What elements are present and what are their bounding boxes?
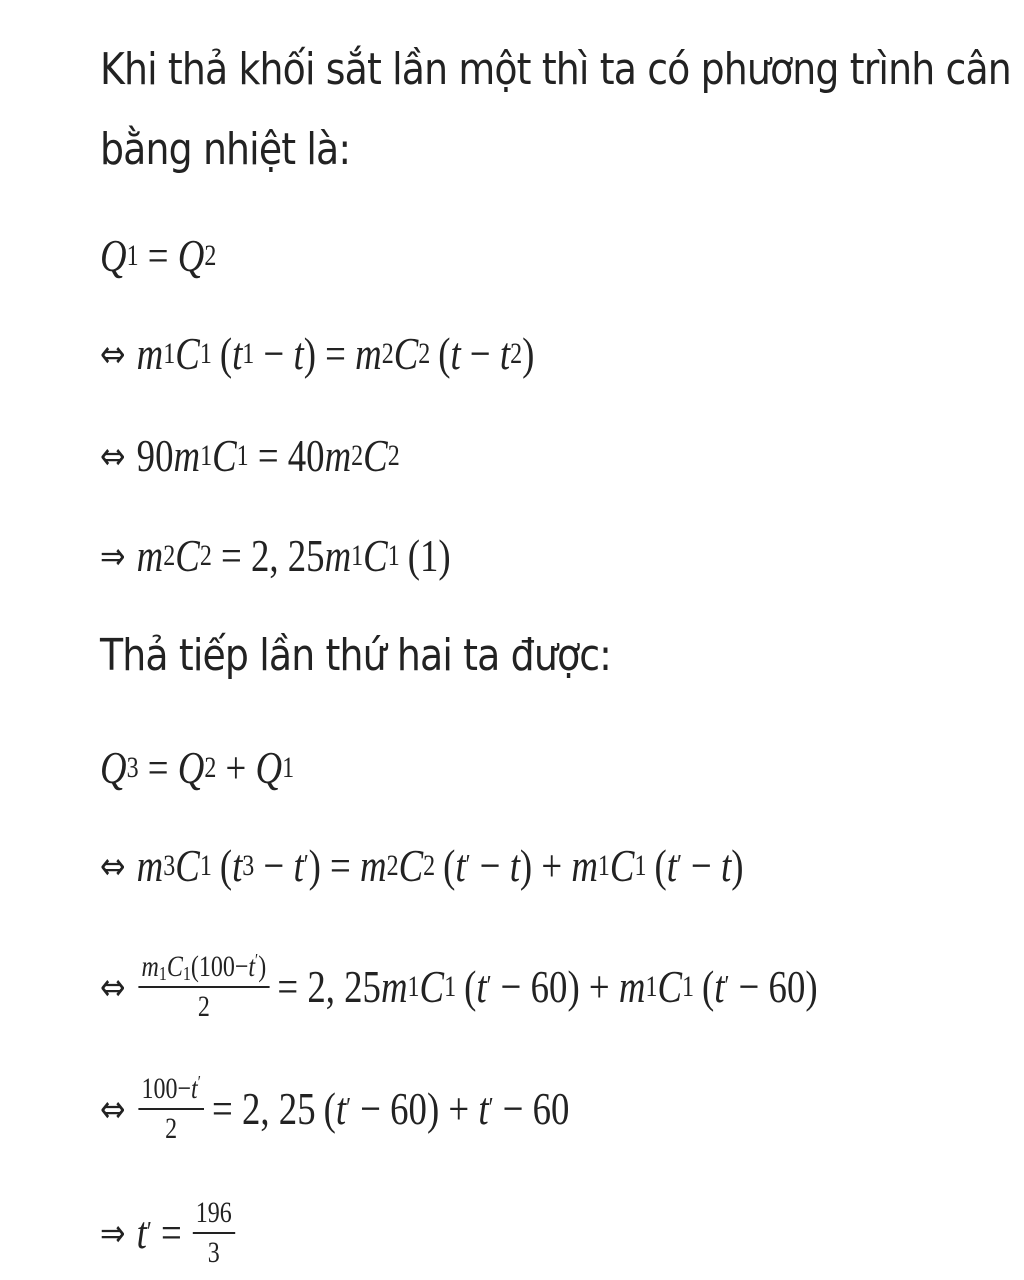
equation-5: Q 3 = Q 2 + Q 1 [100,742,295,793]
equation-3: ⇔ 90 m 1 C 1 = 40 m 2 C 2 [100,430,400,481]
equation-8: ⇔ $\frac{100-t'}{2}$ = 2, 25 ( t ′ − 60 ) + t ′ − 60 [100,1072,570,1145]
equation-7: ⇔ $\frac{m_1C_1(100-t')}{2}$ = 2, 25 m 1 C 1 ( t ′ − 60 ) + m 1 C 1 ( t ′ − 60 ) [100,950,818,1023]
fraction-8: $\frac{100-t'}{2}$ [138,1072,204,1146]
intro-text-line-1: Khi thả khối sắt lần một thì ta có phương trình cân [100,44,1011,95]
fraction-7: $\frac{m_1C_1(100-t')}{2}$ [138,950,269,1024]
fraction-result: $\frac{196}{3}$ [193,1196,235,1270]
eq-text-1 [0,0,1,1]
equation-9: ⇒ t ′ = $\frac{196}{3}$ [100,1196,243,1270]
equation-transcripts [0,0,1,1]
equation-1: Q 1 = Q 2 [100,230,217,281]
equation-6: ⇔ m 3 C 1 ( t 3 − t ′ ) = m 2 C 2 ( t ′ − t ) + m 1 C 1 ( t ′ − t ) [100,840,744,891]
equation-2: ⇔ m 1 C 1 ( t 1 − t ) = m 2 C 2 ( t − t 2 ) [100,328,535,379]
equation-4: ⇒ m 2 C 2 = 2, 25 m 1 C 1 (1) [100,530,451,581]
intro-text-line-2: bằng nhiệt là: [100,124,351,175]
second-drop-text: Thả tiếp lần thứ hai ta được: [100,630,612,681]
